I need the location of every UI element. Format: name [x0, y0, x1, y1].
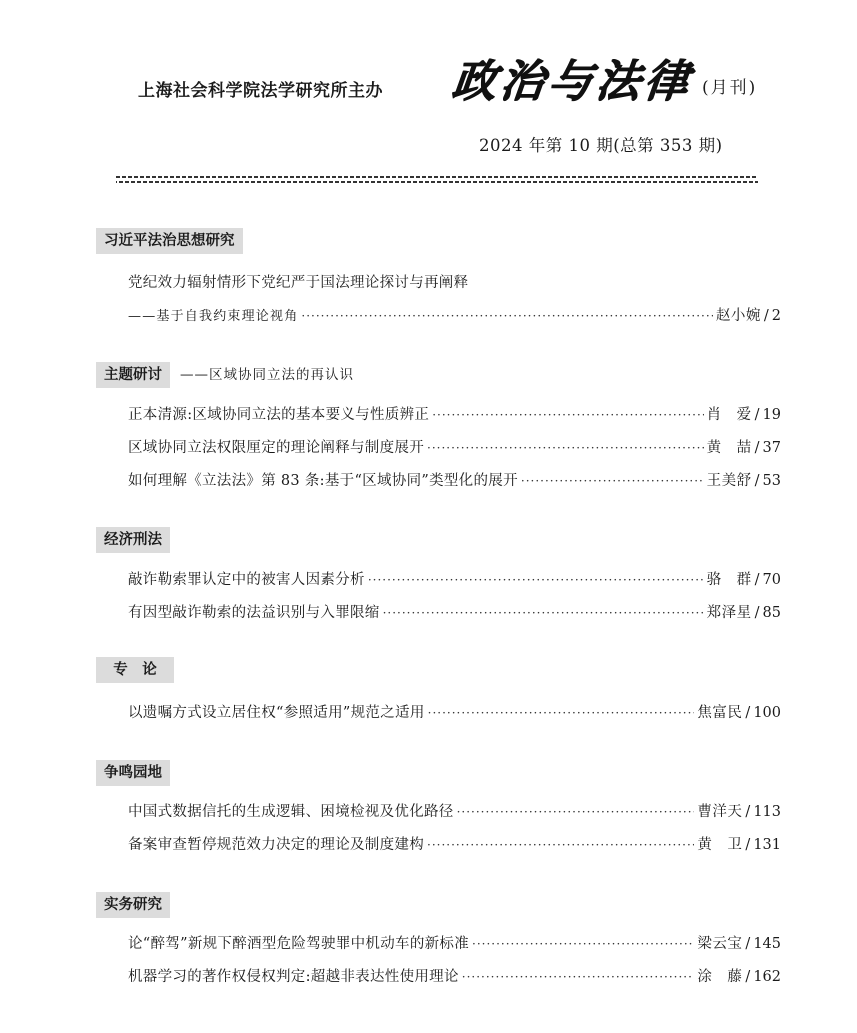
toc-entry[interactable] — [128, 404, 781, 426]
toc-entry[interactable] — [128, 966, 781, 988]
article-author: 涂 藤 — [697, 969, 743, 985]
separator-slash: / — [745, 705, 751, 721]
page-number: 131 — [753, 837, 781, 853]
separator-slash: / — [745, 969, 751, 985]
separator-slash: / — [754, 407, 760, 423]
leader-dots — [457, 801, 695, 823]
toc-entry[interactable] — [128, 834, 781, 856]
leader-dots — [462, 966, 695, 988]
page-number: 85 — [762, 605, 781, 621]
journal-frequency: (月刊) — [702, 78, 758, 98]
page-number: 162 — [753, 969, 781, 985]
section-header-debate-forum: 争鸣园地 — [96, 760, 170, 786]
separator-slash: / — [745, 804, 751, 820]
page-number: 19 — [762, 407, 781, 423]
divider-rule-bottom — [116, 181, 758, 183]
page-number: 37 — [762, 440, 781, 456]
toc-entry[interactable] — [128, 470, 781, 492]
leader-dots — [432, 404, 703, 426]
toc-entry[interactable] — [128, 305, 781, 327]
leader-dots — [301, 305, 712, 327]
article-author: 梁云宝 — [697, 936, 743, 952]
article-title: 敲诈勒索罪认定中的被害人因素分析 — [128, 572, 365, 588]
article-author: 王美舒 — [706, 473, 752, 489]
separator-slash: / — [754, 440, 760, 456]
article-author: 赵小婉 — [715, 308, 761, 324]
section-header-xi-rule-of-law: 习近平法治思想研究 — [96, 228, 243, 254]
leader-dots — [368, 569, 704, 591]
divider-rule-top — [116, 176, 758, 178]
leader-dots — [472, 933, 694, 955]
article-author: 焦富民 — [697, 705, 743, 721]
sponsor-line: 上海社会科学院法学研究所主办 — [138, 81, 383, 101]
leader-dots — [427, 834, 694, 856]
article-author: 骆 群 — [706, 572, 752, 588]
leader-dots — [383, 602, 704, 624]
article-author: 郑泽星 — [706, 605, 752, 621]
toc-entry[interactable] — [128, 933, 781, 955]
toc-entry[interactable] — [128, 272, 781, 294]
toc-entry[interactable] — [128, 569, 781, 591]
leader-dots — [427, 437, 704, 459]
article-subtitle: ——基于自我约束理论视角 — [128, 309, 299, 324]
article-title: 正本清源:区域协同立法的基本要义与性质辨正 — [128, 407, 430, 423]
article-author: 黄 卫 — [697, 837, 743, 853]
section-subtitle: ——区域协同立法的再认识 — [180, 367, 354, 383]
article-title: 备案审查暂停规范效力决定的理论及制度建构 — [128, 837, 424, 853]
separator-slash: / — [745, 837, 751, 853]
separator-slash: / — [763, 308, 769, 324]
article-author: 曹洋天 — [697, 804, 743, 820]
page-number: 145 — [753, 936, 781, 952]
page-number: 53 — [762, 473, 781, 489]
toc-entry[interactable] — [128, 801, 781, 823]
article-title: 机器学习的著作权侵权判定:超越非表达性使用理论 — [128, 969, 459, 985]
toc-entry[interactable] — [128, 602, 781, 624]
page-number: 70 — [762, 572, 781, 588]
separator-slash: / — [754, 473, 760, 489]
section-header-theme-discussion: 主题研讨 — [96, 362, 170, 388]
page-number: 113 — [753, 804, 781, 820]
separator-slash: / — [754, 572, 760, 588]
page-number: 2 — [771, 308, 781, 324]
toc-entry[interactable] — [128, 437, 781, 459]
article-author: 黄 喆 — [706, 440, 752, 456]
section-header-special-topic: 专 论 — [96, 657, 174, 683]
journal-title: 政治与法律 — [449, 56, 695, 107]
issue-number: 2024 年第 10 期(总第 353 期) — [479, 136, 723, 155]
article-title: 如何理解《立法法》第 83 条:基于“区域协同”类型化的展开 — [128, 473, 518, 489]
separator-slash: / — [754, 605, 760, 621]
article-title: 以遗嘱方式设立居住权“参照适用”规范之适用 — [128, 705, 425, 721]
separator-slash: / — [745, 936, 751, 952]
leader-dots — [428, 702, 695, 724]
article-title: 中国式数据信托的生成逻辑、困境检视及优化路径 — [128, 804, 454, 820]
article-title: 党纪效力辐射情形下党纪严于国法理论探讨与再阐释 — [128, 275, 469, 291]
article-title: 有因型敲诈勒索的法益识别与入罪限缩 — [128, 605, 380, 621]
toc-entry[interactable] — [128, 702, 781, 724]
section-header-economic-criminal-law: 经济刑法 — [96, 527, 170, 553]
article-author: 肖 爱 — [706, 407, 752, 423]
page-number: 100 — [753, 705, 781, 721]
article-title: 区域协同立法权限厘定的理论阐释与制度展开 — [128, 440, 424, 456]
leader-dots — [521, 470, 704, 492]
section-header-practice-research: 实务研究 — [96, 892, 170, 918]
article-title: 论“醉驾”新规下醉酒型危险驾驶罪中机动车的新标准 — [128, 936, 470, 952]
journal-masthead — [449, 56, 758, 108]
